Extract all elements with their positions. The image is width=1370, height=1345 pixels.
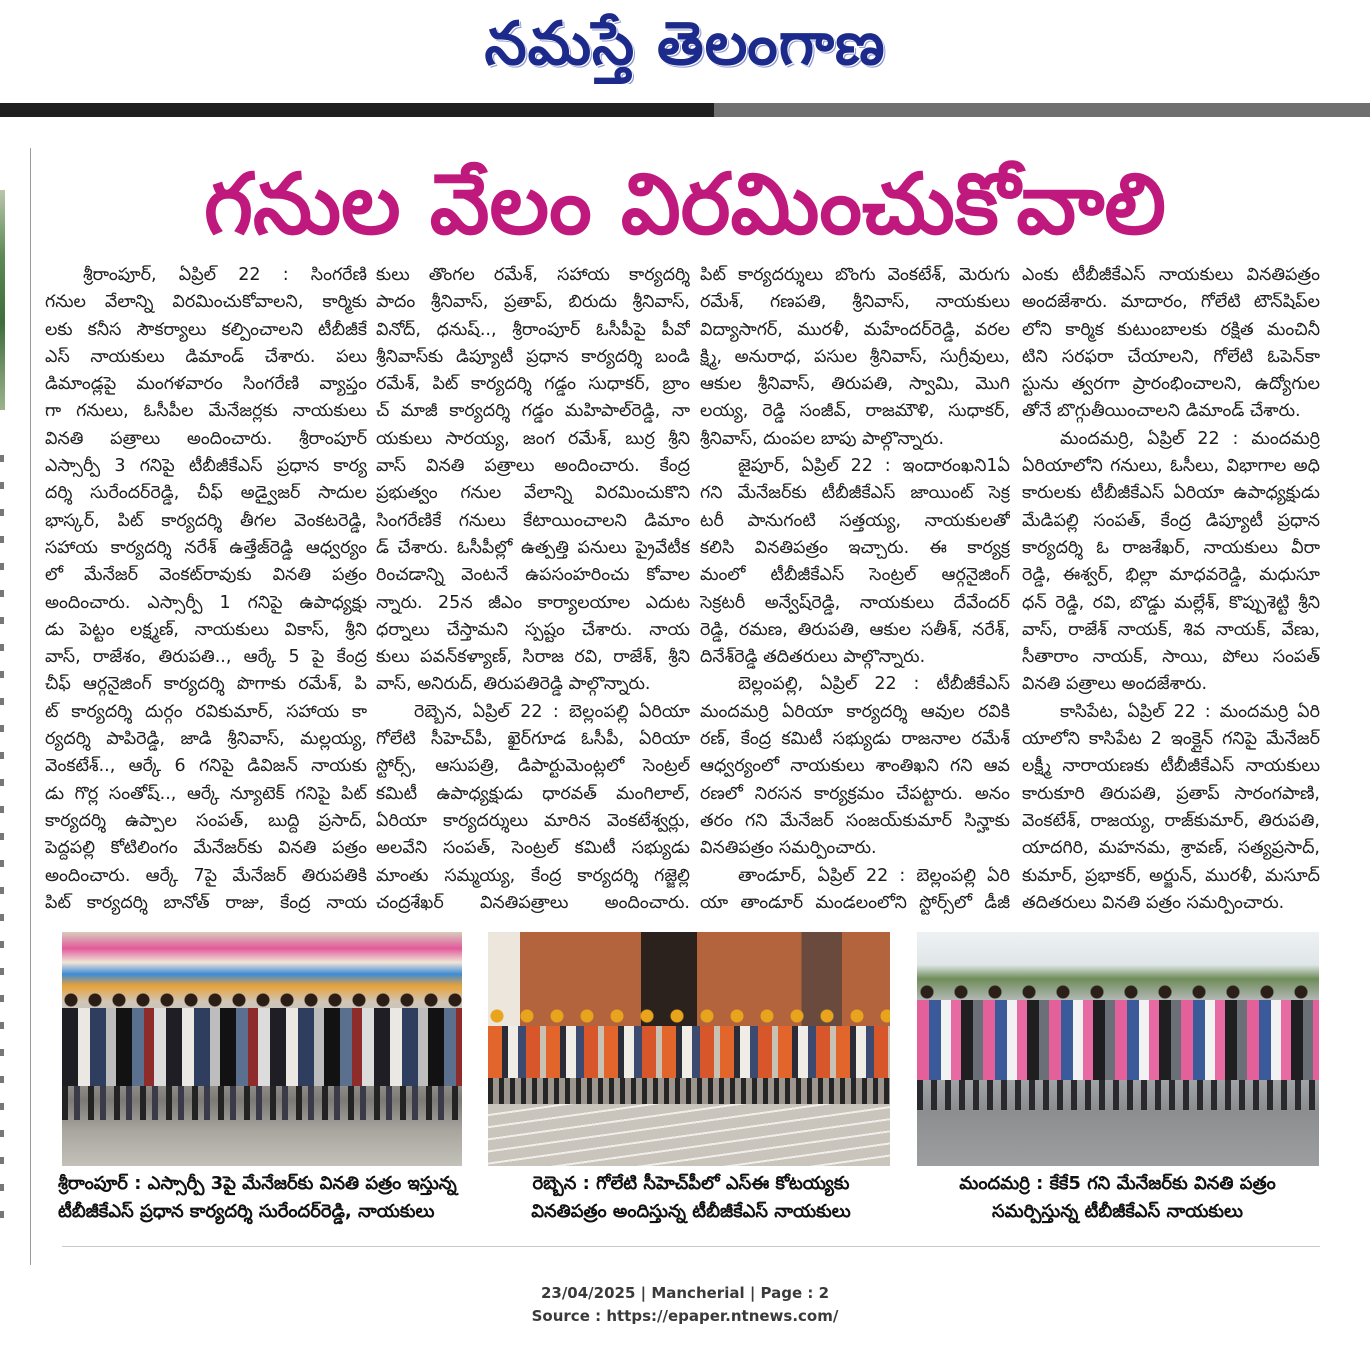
article-line: భాస్కర్, పిట్ కార్యదర్శి తీగల వెంకటరెడ్డి,: [45, 510, 367, 531]
article-line: విద్యాసాగర్, మురళీ, మహేందర్‌రెడ్డి, వరల: [700, 319, 1010, 340]
article-line: తదితరులు వినతి పత్రం సమర్పించారు.: [1022, 892, 1285, 913]
article-line: తరం గని మేనేజర్ సంజయ్‌కుమార్ సిన్హాకు: [700, 810, 1010, 831]
article-headline: గనుల వేలం విరమించుకోవాలి: [204, 155, 1166, 253]
article-line: టిని సరఫరా చేయాలని, గోలేటి ఓపెన్‌కా: [1022, 346, 1320, 367]
article-line: యాదగిరి, మహనమ, శ్రావణ్, సత్యప్రసాద్,: [1022, 838, 1320, 859]
article-paragraph: [376, 262, 690, 699]
article-line: డు పెట్టం లక్ష్మణ్, నాయకులు వికాస్, శ్రీని: [45, 619, 367, 640]
article-line: కులు పవన్‌కళ్యాణ్, సిరాజ రవి, రాజేశ్, శ్రీని: [376, 647, 690, 668]
article-line: లోని కార్మిక కుటుంబాలకు రక్షిత మంచినీ: [1022, 319, 1320, 340]
article-line: రించడాన్ని వెంటనే ఉపసంహరించు కోవాల: [376, 565, 690, 586]
article-border-line: [30, 148, 31, 1265]
caption-line: సమర్పిస్తున్న టీబీజీకేఎస్ నాయకులు: [992, 1201, 1243, 1222]
article-paragraph: [700, 863, 1010, 918]
article-column: [700, 262, 1010, 918]
article-line: ర్యదర్శి పాపిరెడ్డి, జాడి శ్రీనివాస్, మల్లయ్య,: [45, 729, 367, 750]
article-line: చీఫ్ ఆర్గనైజింగ్ కార్యదర్శి పొగాకు రమేశ్, పి: [45, 674, 367, 695]
photo-caption: [930, 1170, 1305, 1226]
article-line: చ్ మాజీ కార్యదర్శి గడ్డం మహిపాల్‌రెడ్డి, నా: [376, 401, 690, 422]
adjacent-article-photo-edge: [0, 190, 5, 410]
caption-line: రెబ్బెన : గోలేటి సీహెచ్‌పీలో ఎస్ఈ కోటయ్యకు: [532, 1173, 850, 1194]
article-line: కలిసి వినతిపత్రం ఇచ్చారు. ఈ కార్యక్ర: [700, 537, 1010, 558]
article-line: ధర్నాలు చేస్తామని స్పష్టం చేశారు. నాయ: [376, 619, 690, 640]
caption-line: మందమర్రి : కేకే5 గని మేనేజర్‌కు వినతి పత్రం: [959, 1173, 1276, 1194]
article-line: పాదం శ్రీనివాస్, ప్రతాప్, బిరుదు శ్రీనివాస్,: [376, 292, 690, 313]
article-line: తోనే బొగ్గుతీయించాలని డిమాండ్ చేశారు.: [1022, 401, 1301, 422]
article-line: దర్శి సురేందర్‌రెడ్డి, చీఫ్ అడ్వైజర్ సాదుల: [45, 483, 367, 504]
article-line: కుమార్, ప్రభాకర్, అర్జున్, మురళీ, మసూద్: [1022, 865, 1320, 886]
article-line: ఆధ్వర్యంలో నాయకులు శాంతిఖని గని ఆవ: [700, 756, 1010, 777]
article-line: లయ్య, రెడ్డి సంజీవ్, రాజమౌళి, సుధాకర్,: [700, 401, 1010, 422]
article-line: డ్ చేశారు. ఓసీపీల్లో ఉత్పత్తి పనులు ప్రైవేటీక: [376, 537, 690, 558]
article-line: రణ్, కేంద్ర కమిటీ సభ్యుడు రాజనాల రమేశ్: [700, 729, 1010, 750]
article-line: శ్రీనివాస్‌కు డిప్యూటీ ప్రధాన కార్యదర్శి బండి: [376, 346, 690, 367]
article-paragraph: [700, 453, 1010, 671]
article-line: చంద్రశేఖర్ వినతిపత్రాలు అందించారు.: [376, 892, 690, 913]
article-line: వినోద్, ధనుష్.., శ్రీరాంపూర్ ఓసీపీపై పీవో: [376, 319, 690, 340]
article-line: వాస్ వినతి పత్రాలు అందించారు. కేంద్ర: [376, 456, 690, 477]
article-paragraph: [1022, 426, 1320, 699]
article-line: ఏరియాలోని గనులు, ఓసీలు, విభాగాల అధి: [1022, 456, 1320, 477]
article-line: గనుల వేలాన్ని విరమించుకోవాలని, కార్మికు: [45, 292, 367, 313]
article-line: రెబ్బెన, ఏప్రిల్ 22 : బెల్లంపల్లి ఏరియా: [414, 701, 690, 722]
article-line: కార్యదర్శి ఉప్పాల సంపత్, బుద్ది ప్రసాద్,: [45, 810, 367, 831]
article-line: ఎస్ నాయకులు డిమాండ్ చేశారు. పలు: [45, 346, 367, 367]
article-paragraph: [1022, 699, 1320, 917]
article-line: సెక్రటరీ అన్వేష్‌రెడ్డి, నాయకులు దేవేందర్: [700, 592, 1010, 613]
article-line: యకులు సారయ్య, జంగ రమేశ్, బుర్ర శ్రీని: [376, 428, 690, 449]
article-line: గోలేటి సీహెచ్‌పీ, ఖైర్‌గూడ ఓసీపీ, ఏరియా: [376, 729, 690, 750]
article-line: టరీ పానుగంటి సత్తయ్య, నాయకులతో: [700, 510, 1010, 531]
article-line: స్టోర్స్, ఆసుపత్రి, డిపార్టుమెంట్లలో సెంట్రల్: [376, 756, 690, 777]
article-paragraph: [1022, 262, 1320, 426]
article-line: ట్ కార్యదర్శి దుర్గం రవికుమార్, సహాయ కా: [45, 701, 367, 722]
article-paragraph: [45, 262, 367, 917]
article-line: బెల్లంపల్లి, ఏప్రిల్ 22 : టీబీజీకేఎస్: [738, 674, 1010, 695]
article-line: రణలో నిరసన కార్యక్రమం చేపట్టారు. అనం: [700, 783, 1010, 804]
article-line: న్నారు. 25న జీఎం కార్యాలయాల ఎదుట: [376, 592, 690, 613]
article-line: వెంకటేశ్.., ఆర్కే 6 గనిపై డివిజన్ నాయకు: [45, 756, 367, 777]
article-line: వాస్, రాజేశ్ నాయక్, శివ నాయక్, వేణు,: [1022, 619, 1320, 640]
article-line: ఏరియా కార్యదర్శులు మారిన వెంకటేశ్వర్లు,: [376, 810, 690, 831]
article-line: ఆకుల శ్రీనివాస్, తిరుపతి, స్వామి, మొగి: [700, 374, 1010, 395]
article-line: దినేశ్‌రెడ్డి తదితరులు పాల్గొన్నారు.: [700, 647, 926, 668]
masthead-rule-light: [714, 103, 1370, 117]
article-line: కమిటీ ఉపాధ్యక్షుడు ధారవత్ మంగిలాల్,: [376, 783, 690, 804]
article-line: వినతి పత్రాలు అందజేశారు.: [1022, 674, 1208, 695]
article-line: వాస్, రాజేశం, తిరుపతి.., ఆర్కే 5 పై కేంద్ర: [45, 647, 367, 668]
caption-line: టీబీజీకేఎస్ ప్రధాన కార్యదర్శి సురేందర్‌రెడ్డి, నాయకులు: [58, 1201, 435, 1222]
article-line: అందించారు. ఎస్సార్పీ 1 గనిపై ఉపాధ్యక్షు: [45, 592, 367, 613]
article-paragraph: [700, 671, 1010, 862]
article-line: మందమర్రి, ఏప్రిల్ 22 : మందమర్రి: [1060, 428, 1320, 449]
article-paragraph: [376, 699, 690, 917]
article-line: కారుకూరి తిరుపతి, ప్రతాప్ సారంగపాణి,: [1022, 783, 1320, 804]
article-line: డిమాండ్లపై మంగళవారం సింగరేణి వ్యాప్తం: [45, 374, 367, 395]
article-line: గా గనులు, ఓసీపీల మేనేజర్లకు నాయకులు: [45, 401, 367, 422]
article-line: కాసిపేట, ఏప్రిల్ 22 : మందమర్రి ఏరి: [1060, 701, 1320, 722]
article-line: లకు కనీస సౌకర్యాలు కల్పించాలని టీబీజీకే: [45, 319, 367, 340]
article-line: ఎంకు టీబీజీకేఎస్ నాయకులు వినతిపత్రం: [1022, 265, 1320, 285]
article-column: [45, 262, 367, 918]
article-line: మందమర్రి ఏరియా కార్యదర్శి ఆవుల రవికి: [700, 701, 1010, 722]
article-line: అందజేశారు. మాదారం, గోలేటి టౌన్‌షిప్‌ల: [1022, 292, 1320, 313]
article-paragraph: [700, 262, 1010, 453]
masthead-title: నమస్తే తెలంగాణ: [484, 9, 886, 79]
article-line: గని మేనేజర్‌కు టీబీజీకేఎస్ జాయింట్ సెక్ర: [700, 483, 1010, 504]
article-line: యా తాండూర్ మండలంలోని స్టోర్స్‌లో డీజీ: [700, 892, 1010, 913]
article-line: యాలోని కాసిపేట 2 ఇంక్లైన్ గనిపై మేనేజర్: [1022, 729, 1320, 750]
photo-caption: [58, 1170, 488, 1226]
article-column: [376, 262, 690, 918]
article-line: లో మేనేజర్ వెంకట్‌రావుకు వినతి పత్రం: [45, 565, 367, 586]
article-line: లక్ష్మీ నారాయణకు టీబీజీకేఎస్ నాయకులు: [1022, 756, 1320, 777]
article-line: క్ష్మి, అనురాధ, పసుల శ్రీనివాస్, సుగ్రీవులు,: [700, 346, 1010, 367]
article-line: పెద్దపల్లి కోటిలింగం మేనేజర్‌కు వినతి పత్రం: [45, 838, 367, 859]
article-line: కారులకు టీబీజీకేఎస్ ఏరియా ఉపాధ్యక్షుడు: [1022, 483, 1320, 504]
article-line: మంలో టీబీజీకేఎస్ సెంట్రల్ ఆర్గనైజింగ్: [700, 565, 1010, 586]
article-line: సింగరేణికే గనులు కేటాయించాలని డిమాం: [376, 510, 690, 531]
article-line: రమేశ్, గణపతి, శ్రీనివాస్, నాయకులు: [700, 292, 1010, 313]
article-line: తాండూర్, ఏప్రిల్ 22 : బెల్లంపల్లి ఏరి: [738, 865, 1010, 886]
article-line: డు గొర్ల సంతోష్.., ఆర్కే న్యూటెక్ గనిపై పిట్: [45, 783, 367, 804]
article-line: పిట్ కార్యదర్శి బానోత్ రాజు, కేంద్ర నాయ: [45, 892, 367, 913]
article-line: మేడిపల్లి సంపత్, కేంద్ర డిప్యూటీ ప్రధాన: [1022, 510, 1320, 531]
photo-mandamarri-memorandum: [917, 932, 1319, 1166]
article-line: కార్యదర్శి ఓ రాజశేఖర్, నాయకులు వీరా: [1022, 537, 1320, 558]
article-line: రెడ్డి, రమణ, తిరుపతి, ఆకుల సతీశ్, నరేశ్,: [700, 619, 1010, 640]
article-line: రమేశ్, పిట్ కార్యదర్శి గడ్డం సుధాకర్, బ్రాం: [376, 374, 690, 395]
article-line: వాస్, అనిరుద్, తిరుపతిరెడ్డి పాల్గొన్నారు.: [376, 674, 651, 695]
article-line: ధన్ రెడ్డి, రవి, బొడ్డు మల్లేశ్, కొప్పుశెట్టి శ్రీని: [1022, 592, 1320, 613]
edition-info: 23/04/2025 | Mancherial | Page : 2: [540, 1284, 830, 1302]
article-line: మాంతు సమ్మయ్య, కేంద్ర కార్యదర్శి గజ్జెల్లి: [376, 865, 690, 886]
photo-caption: [505, 1170, 877, 1226]
article-line: శ్రీనివాస్, దుంపల బాపు పాల్గొన్నారు.: [700, 428, 945, 449]
article-line: స్టును త్వరగా ప్రారంభించాలని, ఉద్యోగుల: [1022, 374, 1320, 395]
article-line: సహాయ కార్యదర్శి నరేశ్ ఉత్తేజ్‌రెడ్డి ఆధ్వర్యం: [45, 537, 367, 558]
article-line: వినతిపత్రం సమర్పించారు.: [700, 838, 877, 859]
article-line: ఎస్సార్పీ 3 గనిపై టీబీజీకేఎస్ ప్రధాన కార్య: [45, 456, 367, 477]
article-line: శ్రీరాంపూర్, ఏప్రిల్ 22 : సింగరేణి: [83, 265, 367, 285]
article-line: రెడ్డి, ఈశ్వర్, భిల్లా మాధవరెడ్డి, మధుసూ: [1022, 565, 1320, 586]
article-line: వెంకటేశ్, రాజయ్య, రాజ్‌కుమార్, తిరుపతి,: [1022, 810, 1320, 831]
article-line: జైపూర్, ఏప్రిల్ 22 : ఇందారంఖని1ఏ: [738, 456, 1010, 477]
masthead-rule-dark: [0, 103, 714, 117]
article-line: అలవేని సంపత్, సెంట్రల్ కమిటీ సభ్యుడు: [376, 838, 690, 859]
article-line: కులు తొంగల రమేశ్, సహాయ కార్యదర్శి: [376, 265, 690, 285]
adjacent-article-text-edge: [0, 455, 4, 1230]
article-line: అందించారు. ఆర్కే 7పై మేనేజర్ తిరుపతికి: [45, 865, 367, 886]
article-line: ప్రభుత్వం గనుల వేలాన్ని విరమించుకొని: [376, 483, 690, 504]
bottom-rule: [62, 1246, 1320, 1247]
article-column: [1022, 262, 1320, 918]
article-line: పిట్ కార్యదర్శులు బొంగు వెంకటేశ్, మెరుగు: [700, 265, 1010, 285]
photo-rebbena-memorandum: [488, 932, 890, 1166]
photo-srirampur-memorandum: [62, 932, 462, 1166]
caption-line: శ్రీరాంపూర్ : ఎస్సార్పీ 3పై మేనేజర్‌కు వినతి పత్రం ఇస్తున్న: [58, 1173, 457, 1194]
source-url: Source : https://epaper.ntnews.com/: [531, 1307, 839, 1325]
article-line: వినతి పత్రాలు అందించారు. శ్రీరాంపూర్: [45, 428, 367, 449]
article-line: సీతారాం నాయక్, సాయి, పోలు సంపత్: [1022, 647, 1320, 668]
caption-line: వినతిపత్రం అందిస్తున్న టీబీజీకేఎస్ నాయకులు: [531, 1201, 851, 1222]
